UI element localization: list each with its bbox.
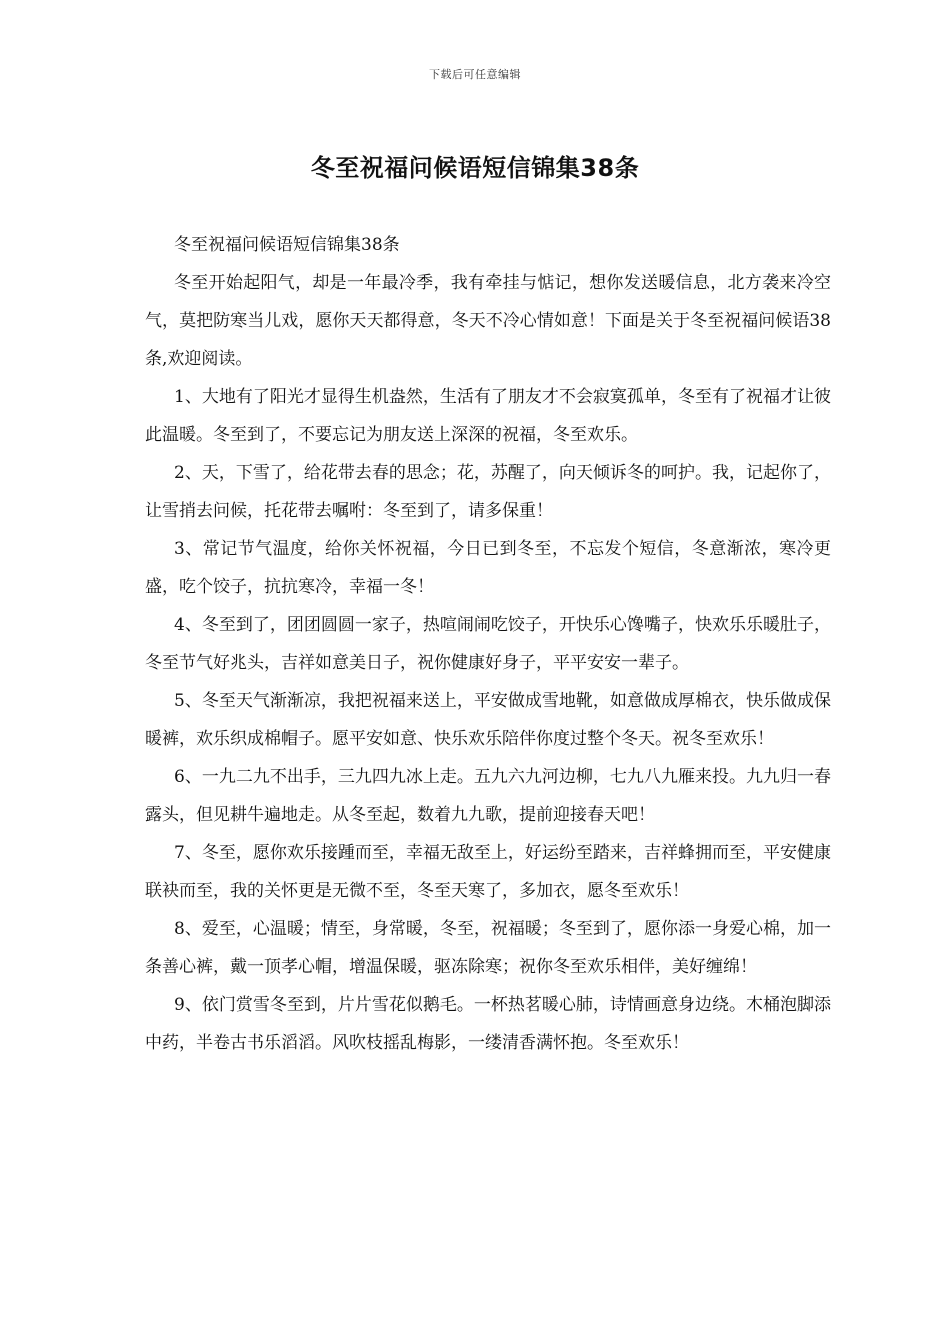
greeting-paragraph-5: 5、冬至天气渐渐凉，我把祝福来送上，平安做成雪地靴，如意做成厚棉衣，快乐做成保暖裤，欢乐织成棉帽子。愿平安如意、快乐欢乐陪伴你度过整个冬天。祝冬至欢乐！ [145,691,831,749]
subtitle-paragraph: 冬至祝福问候语短信锦集38条 [174,235,400,255]
intro-paragraph: 冬至开始起阳气，却是一年最冷季，我有牵挂与惦记，想你发送暖信息，北方袭来冷空气，莫把防寒当儿戏，愿你天天都得意，冬天不冷心情如意！下面是关于冬至祝福问候语38条,欢迎阅读。 [145,273,831,369]
greeting-paragraph-7: 7、冬至，愿你欢乐接踵而至，幸福无敌至上，好运纷至踏来，吉祥蜂拥而至，平安健康联袂而至，我的关怀更是无微不至，冬至天寒了，多加衣，愿冬至欢乐！ [145,843,831,901]
greeting-paragraph-4: 4、冬至到了，团团圆圆一家子，热喧闹闹吃饺子，开快乐心馋嘴子，快欢乐乐暖肚子，冬至节气好兆头，吉祥如意美日子，祝你健康好身子，平平安安一辈子。 [145,615,831,673]
greeting-paragraph-3: 3、常记节气温度，给你关怀祝福，今日已到冬至，不忘发个短信，冬意渐浓，寒冷更盛，吃个饺子，抗抗寒冷，幸福一冬！ [145,539,831,597]
greeting-paragraph-2: 2、天，下雪了，给花带去春的思念；花，苏醒了，向天倾诉冬的呵护。我，记起你了，让雪捎去问候，托花带去嘱咐：冬至到了，请多保重！ [145,463,831,521]
greeting-paragraph-8: 8、爱至，心温暖；情至，身常暖，冬至，祝福暖；冬至到了，愿你添一身爱心棉，加一条善心裤，戴一顶孝心帽，增温保暖，驱冻除寒；祝你冬至欢乐相伴，美好缠绵！ [145,919,831,977]
greeting-paragraph-6: 6、一九二九不出手，三九四九冰上走。五九六九河边柳，七九八九雁来投。九九归一春露头，但见耕牛遍地走。从冬至起，数着九九歌，提前迎接春天吧！ [145,767,831,825]
document-body [145,226,831,1062]
header-note: 下载后可任意编辑 [429,68,521,81]
greeting-paragraph-1: 1、大地有了阳光才显得生机盎然，生活有了朋友才不会寂寞孤单，冬至有了祝福才让彼此温暖。冬至到了，不要忘记为朋友送上深深的祝福，冬至欢乐。 [145,387,831,445]
document-title: 冬至祝福问候语短信锦集38条 [310,154,640,182]
greeting-paragraph-9: 9、依门赏雪冬至到，片片雪花似鹅毛。一杯热茗暖心肺，诗情画意身边绕。木桶泡脚添中药，半卷古书乐滔滔。风吹枝摇乱梅影，一缕清香满怀抱。冬至欢乐！ [145,995,831,1053]
